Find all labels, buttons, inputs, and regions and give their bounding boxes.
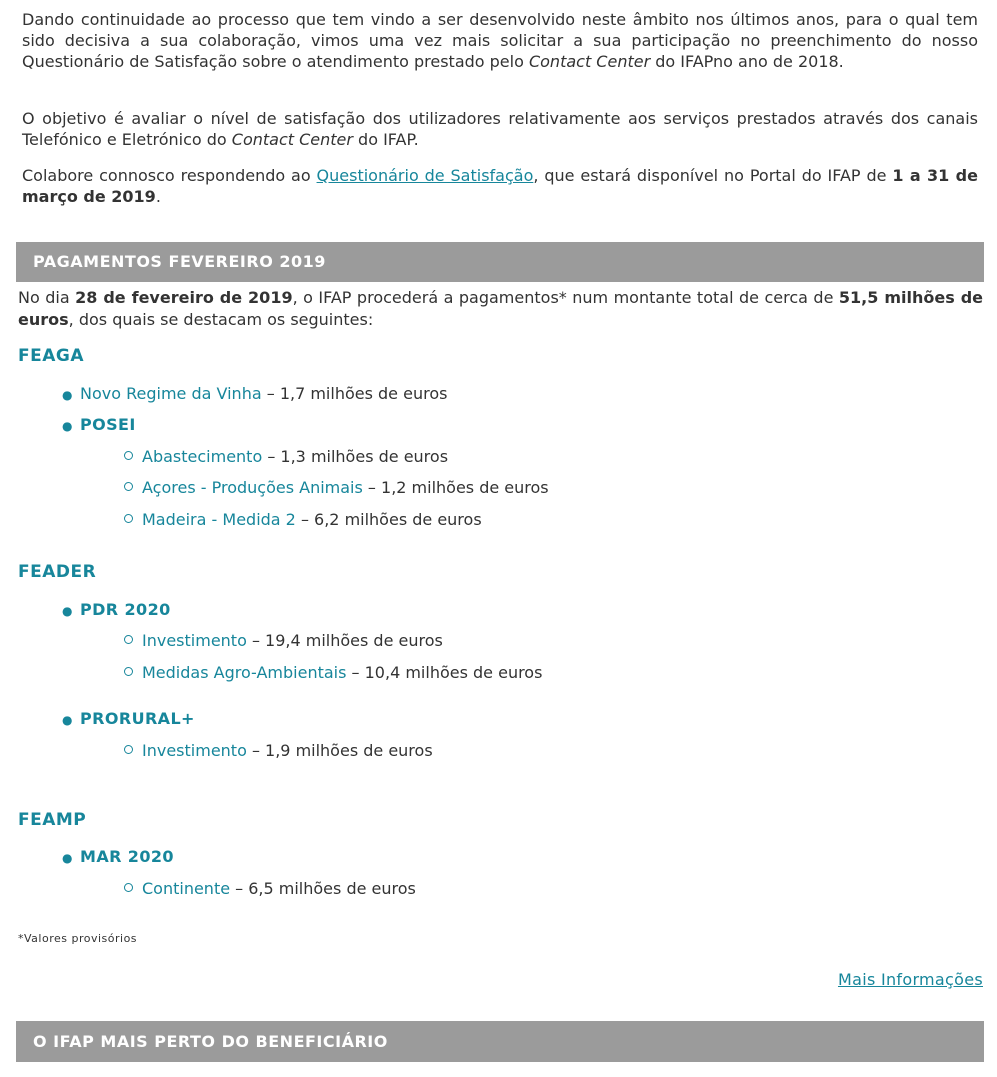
program-amount: – 10,4 milhões de euros [346,663,543,682]
bullet-icon: ● [62,851,73,865]
program-amount: – 1,7 milhões de euros [261,384,448,403]
list-item [62,847,174,866]
summary-text: No dia [18,288,76,307]
circle-bullet-icon [124,635,133,644]
fund-title-feaga: FEAGA [18,346,84,366]
circle-bullet-icon [124,745,133,754]
program-group: POSEI [80,415,136,434]
circle-bullet-icon [124,883,133,892]
payments-summary [18,287,983,331]
sub-list-item [124,663,542,682]
list-item [62,709,195,728]
summary-text-end: , dos quais se destacam os seguintes: [68,310,374,329]
sub-list-item [124,447,448,466]
program-amount: – 1,3 milhões de euros [262,447,449,466]
circle-bullet-icon [124,667,133,676]
sub-list-item [124,510,482,529]
program-link[interactable]: Investimento [142,741,247,760]
section-header-pagamentos [16,242,984,282]
program-link[interactable]: Novo Regime da Vinha [80,384,262,403]
intro-text-end: . [155,187,161,206]
program-link[interactable]: Açores - Produções Animais [142,478,363,497]
bullet-icon: ● [62,419,73,433]
program-link[interactable]: Madeira - Medida 2 [142,510,296,529]
fund-title-feader: FEADER [18,562,97,582]
bullet-icon: ● [62,713,73,727]
intro-paragraph-1 [22,9,978,72]
section-title: O IFAP MAIS PERTO DO BENEFICIÁRIO [33,1032,388,1051]
bullet-icon: ● [62,604,73,618]
sub-list-item [124,741,433,760]
program-amount: – 1,2 milhões de euros [362,478,549,497]
program-amount: – 19,4 milhões de euros [246,631,443,650]
circle-bullet-icon [124,482,133,491]
program-amount: – 6,5 milhões de euros [230,879,416,898]
intro-paragraph-3 [22,165,978,207]
intro-italic: Contact Center [231,130,353,149]
intro-text-end: do IFAP. [352,130,419,149]
program-group: PDR 2020 [80,600,171,619]
intro-text: Colabore connosco respondendo ao [22,166,317,185]
questionnaire-link[interactable]: Questionário de Satisfação [316,166,534,185]
sub-list-item [124,478,549,497]
program-link[interactable]: Medidas Agro-Ambientais [142,663,347,682]
intro-italic: Contact Center [528,52,651,71]
date-range: 1 a 31 de março de 2019 [22,166,978,206]
sub-list-item [124,631,443,650]
payment-total: 51,5 milhões de euros [18,288,983,329]
program-group: PRORURAL+ [80,709,195,728]
program-link[interactable]: Abastecimento [142,447,263,466]
circle-bullet-icon [124,514,133,523]
fund-title-feamp: FEAMP [18,810,87,830]
circle-bullet-icon [124,451,133,460]
intro-text: O objetivo é avaliar o nível de satisfação dos utilizadores relativamente aos serviços prestados através dos canais Telefónico e Eletrónico do [22,109,978,149]
provisional-note: *Valores provisórios [18,932,138,945]
sub-list-item [124,879,416,898]
section-header-beneficiario [16,1021,984,1062]
list-item [62,600,171,619]
section-title: PAGAMENTOS FEVEREIRO 2019 [33,252,326,271]
intro-paragraph-2 [22,108,978,150]
list-item [62,415,136,434]
bullet-icon: ● [62,388,73,402]
program-amount: – 1,9 milhões de euros [246,741,433,760]
intro-text-mid: , que estará disponível no Portal do IFAP de [533,166,893,185]
intro-text-end: do IFAPno ano de 2018. [650,52,844,71]
more-info-link[interactable]: Mais Informações [837,970,983,989]
program-link[interactable]: Investimento [142,631,247,650]
list-item [62,384,447,403]
program-group: MAR 2020 [80,847,174,866]
payment-date: 28 de fevereiro de 2019 [75,288,293,307]
intro-text: Dando continuidade ao processo que tem vindo a ser desenvolvido neste âmbito nos últimos anos, para o qual tem sido decisiva a sua colaboração, vimos uma vez mais solicitar a sua participação no preenchimento do nosso Questionário de Satisfação sobre o atendimento prestado pelo [22,10,978,71]
program-amount: – 6,2 milhões de euros [295,510,482,529]
program-link[interactable]: Continente [142,879,231,898]
summary-text-mid: , o IFAP procederá a pagamentos* num montante total de cerca de [292,288,839,307]
